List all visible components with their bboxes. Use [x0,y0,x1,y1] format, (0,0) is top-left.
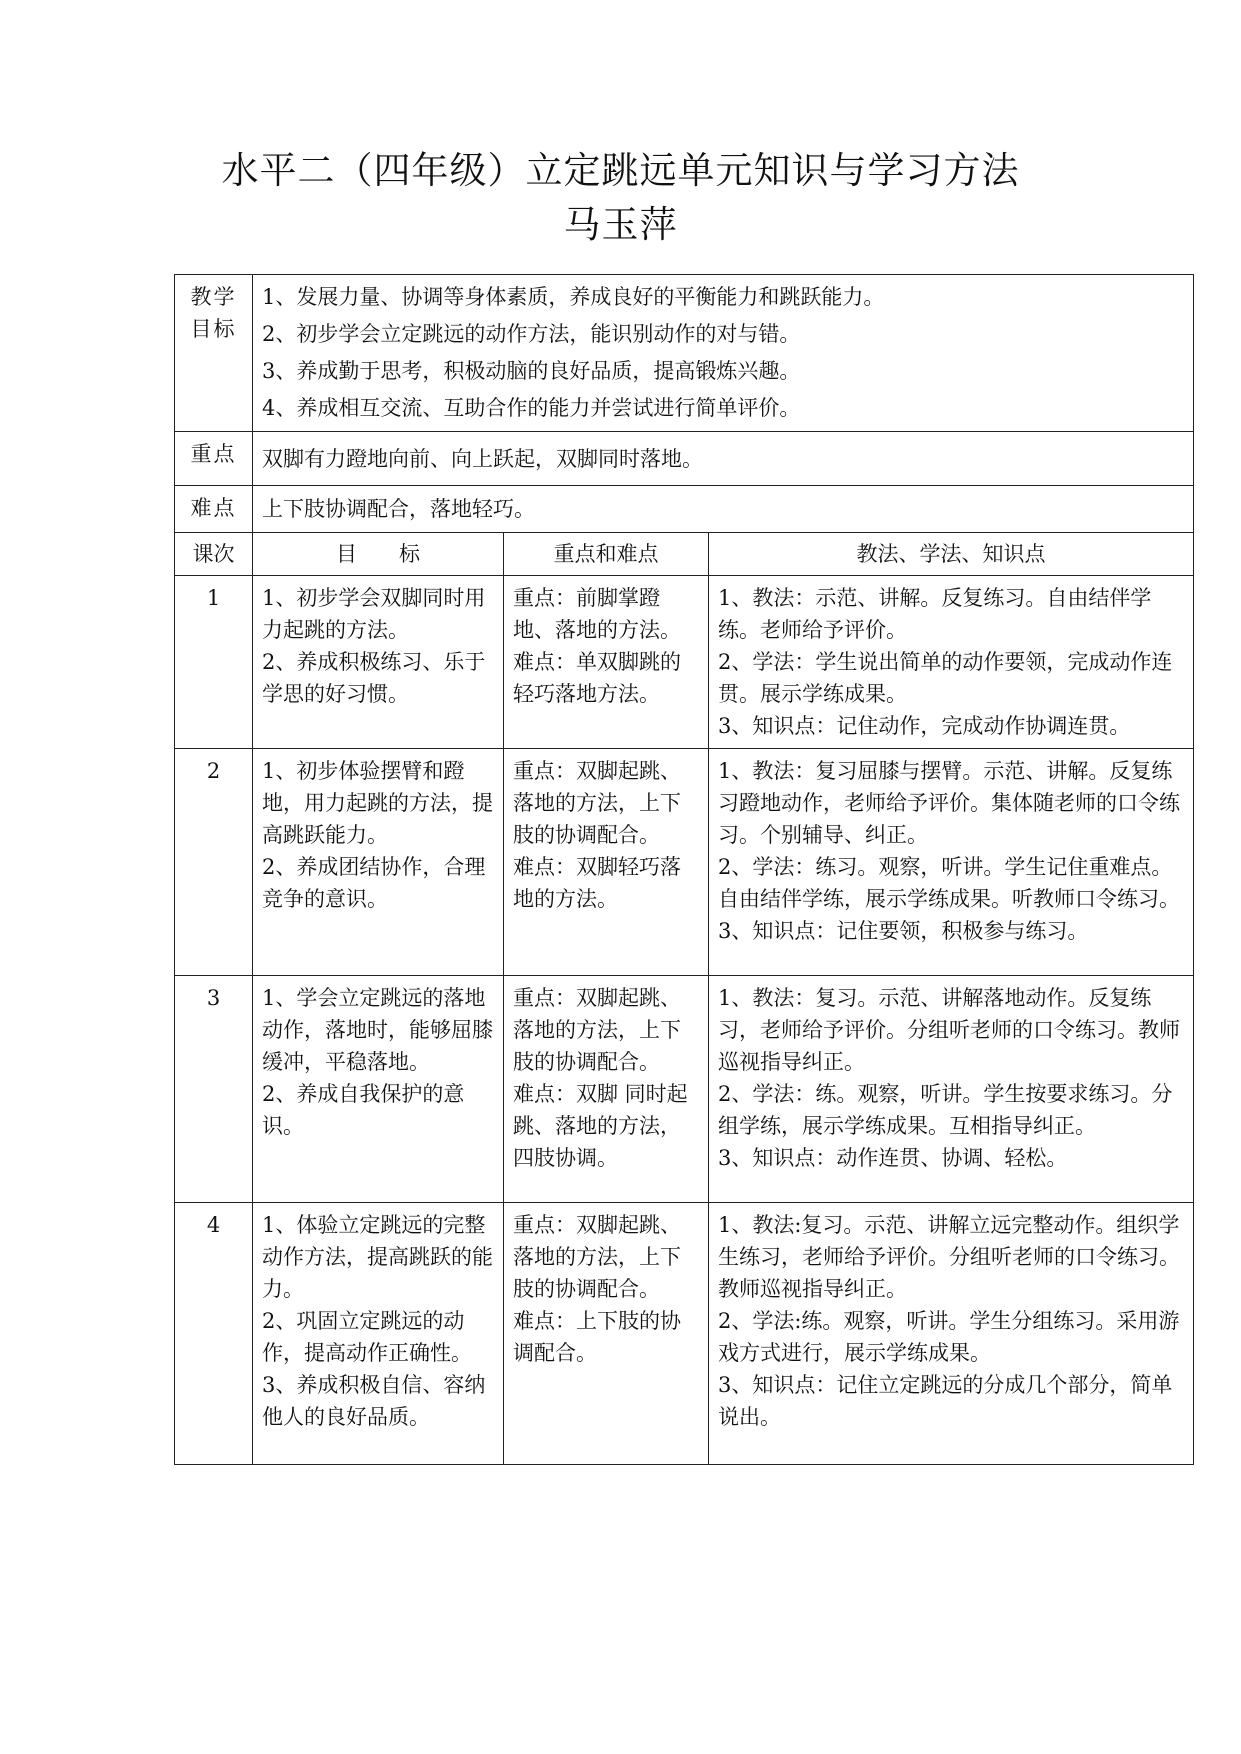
key-point-row [175,432,1194,486]
table-header-row [175,533,1194,576]
difficulty-label: 难点 [175,486,253,533]
lesson-focus: 重点：双脚起跳、落地的方法，上下肢的协调配合。 难点：双脚 同时起跳、落地的方法，四肢协调。 [504,976,709,1203]
key-point-text: 双脚有力蹬地向前、向上跃起，双脚同时落地。 [253,432,1194,486]
difficulty-text: 上下肢协调配合，落地轻巧。 [253,486,1194,533]
document-author: 马玉萍 [563,203,678,246]
lesson-goals: 1、体验立定跳远的完整动作方法，提高跳跃的能力。 2、巩固立定跳远的动作，提高动作正确性。 3、养成积极自信、容纳他人的良好品质。 [253,1203,504,1465]
lesson-focus: 重点：双脚起跳、落地的方法，上下肢的协调配合。 难点：上下肢的协调配合。 [504,1203,709,1465]
lesson-number: 4 [175,1203,253,1465]
objective-item: 4、养成相互交流、互助合作的能力并尝试进行简单评价。 [262,396,801,420]
objectives-row [175,275,1194,432]
objectives-content [253,275,1194,432]
lesson-methods: 1、教法：复习。示范、讲解落地动作。反复练习，老师给予评价。分组听老师的口令练习。教师巡视指导纠正。 2、学法：练。观察，听讲。学生按要求练习。分组学练，展示学练成果。互相指导纠正。 3、知识点：动作连贯、协调、轻松。 [709,976,1194,1203]
lesson-goals: 1、初步体验摆臂和蹬地，用力起跳的方法，提高跳跃能力。 2、养成团结协作，合理竞争的意识。 [253,749,504,976]
lesson-methods: 1、教法:复习。示范、讲解立远完整动作。组织学生练习，老师给予评价。分组听老师的口令练习。教师巡视指导纠正。 2、学法:练。观察，听讲。学生分组练习。采用游戏方式进行，展示学练成果。 3、知识点：记住立定跳远的分成几个部分，简单说出。 [709,1203,1194,1465]
lesson-number: 3 [175,976,253,1203]
lesson-number: 1 [175,576,253,749]
lesson-methods: 1、教法：示范、讲解。反复练习。自由结伴学练。老师给予评价。 2、学法：学生说出简单的动作要领，完成动作连贯。展示学练成果。 3、知识点：记住动作，完成动作协调连贯。 [709,576,1194,749]
lesson-goals: 1、学会立定跳远的落地动作，落地时，能够屈膝缓冲，平稳落地。 2、养成自我保护的意识。 [253,976,504,1203]
key-point-label: 重点 [175,432,253,486]
lesson-goals: 1、初步学会双脚同时用力起跳的方法。 2、养成积极练习、乐于学思的好习惯。 [253,576,504,749]
objective-item: 3、养成勤于思考，积极动脑的良好品质，提高锻炼兴趣。 [262,359,801,383]
objective-item: 2、初步学会立定跳远的动作方法，能识别动作的对与错。 [262,322,801,346]
lesson-row-1 [175,576,1194,749]
header-goals: 目 标 [253,533,504,576]
lesson-row-2 [175,749,1194,976]
objectives-label: 教学 目标 [175,275,253,432]
document-title: 水平二（四年级）立定跳远单元知识与学习方法 [221,149,1020,192]
lesson-plan-table [174,274,1194,1465]
lesson-row-4 [175,1203,1194,1465]
lesson-row-3 [175,976,1194,1203]
lesson-focus: 重点：前脚掌蹬地、落地的方法。 难点：单双脚跳的轻巧落地方法。 [504,576,709,749]
difficulty-row [175,486,1194,533]
header-lesson-number: 课次 [175,533,253,576]
header-focus: 重点和难点 [504,533,709,576]
lesson-focus: 重点：双脚起跳、落地的方法，上下肢的协调配合。 难点：双脚轻巧落地的方法。 [504,749,709,976]
header-methods: 教法、学法、知识点 [709,533,1194,576]
objective-item: 1、发展力量、协调等身体素质，养成良好的平衡能力和跳跃能力。 [262,285,885,309]
lesson-number: 2 [175,749,253,976]
lesson-methods: 1、教法：复习屈膝与摆臂。示范、讲解。反复练习蹬地动作，老师给予评价。集体随老师的口令练习。个别辅导、纠正。 2、学法：练习。观察，听讲。学生记住重难点。自由结伴学练，展示学练成果。听教师口令练习。 3、知识点：记住要领，积极参与练习。 [709,749,1194,976]
